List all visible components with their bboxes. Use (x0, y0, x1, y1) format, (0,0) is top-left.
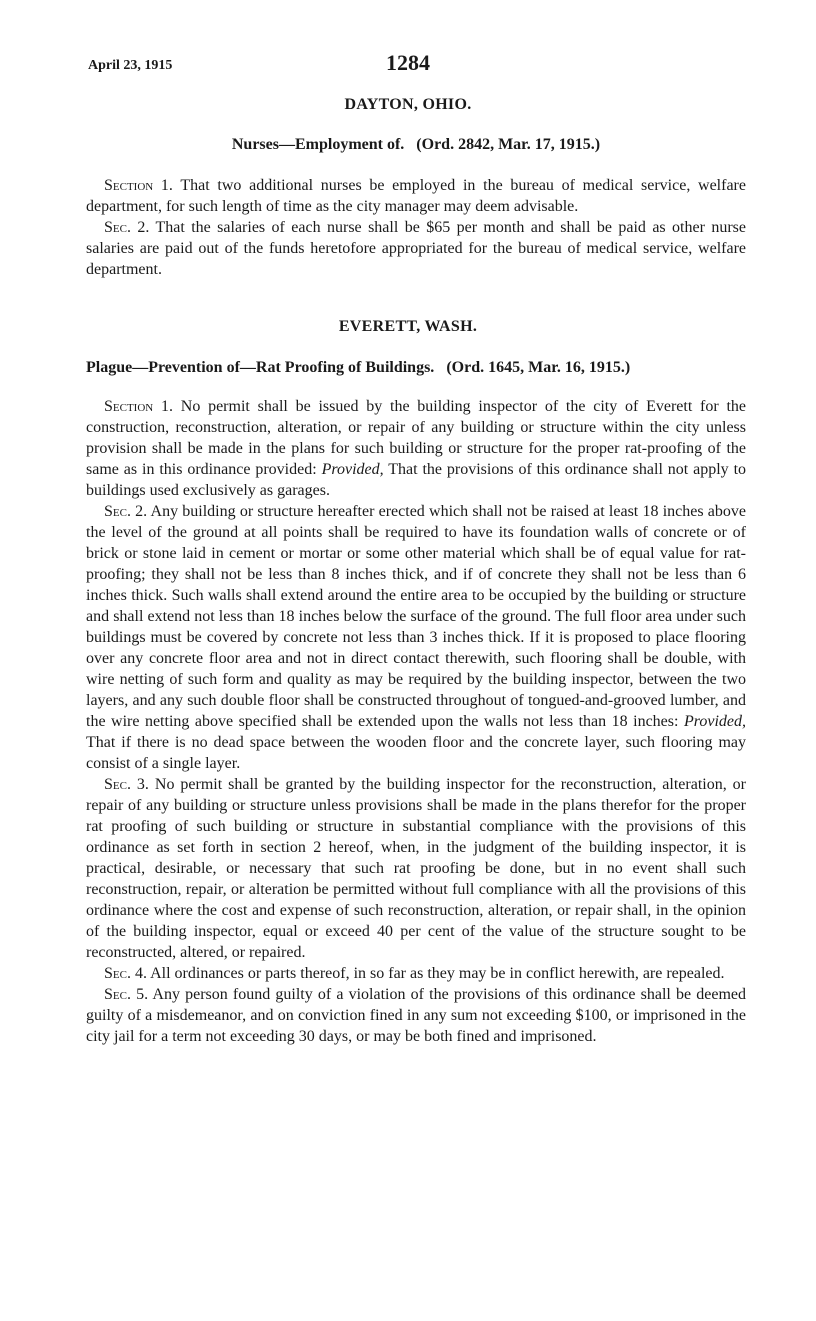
section-text: No permit shall be issued by the building inspector of the city of Everett for the construction, reconstruction, alteration, or repair of any building or structure within the city unless provision shall be made in the plans for such building or structure for the proper rat-proofing of the same as in this ordinance provided: (86, 398, 747, 478)
section-label: Sec. 4. (104, 965, 147, 982)
section-text-continued: That the provisions of this ordinance shall not apply to buildings used exclusively as garages. (86, 461, 747, 499)
dayton-ordinance-title (86, 136, 746, 154)
section-text: All ordinances or parts thereof, in so far as they may be in conflict herewith, are repealed. (150, 965, 725, 982)
section-text-continued: That if there is no dead space between the wooden floor and the concrete layer, such flooring may consist of a single layer. (86, 734, 746, 772)
everett-body (86, 396, 746, 1047)
section-label: Section 1. (104, 398, 173, 415)
proviso: Provided, (683, 713, 747, 730)
everett-citation: (Ord. 1645, Mar. 16, 1915.) (446, 359, 631, 376)
everett-section-3 (86, 774, 746, 963)
dayton-section-2 (86, 217, 746, 280)
everett-heading: EVERETT, WASH. (338, 318, 478, 335)
page-date: April 23, 1915 (88, 58, 173, 73)
dayton-body (86, 175, 746, 280)
section-label: Sec. 2. (104, 503, 148, 520)
section-label: Sec. 5. (104, 986, 149, 1003)
section-text: No permit shall be granted by the building inspector for the reconstruction, alteration, or repair of any building or structure unless provisions shall be made in the plans therefor for the proper rat proofing of such building or structure in substantial compliance with the provisions of this ordinance as set forth in section 2 hereof, when, in the judgment of the building inspector, it is practical, desirable, or necessary that such rat proofing be done, but in no event shall such reconstruction, repair, or alteration be permitted without full compliance with all the provisions of this ordinance where the cost and expense of such reconstruction, alteration, or repair shall, in the opinion of the building inspector, equal or exceed 40 per cent of the value of the structure sought to be reconstructed, altered, or repaired. (86, 776, 746, 961)
section-text: That the salaries of each nurse shall be $65 per month and shall be paid as other nurse salaries are paid out of the funds heretofore appropriated for the bureau of medical service, welfare department. (86, 219, 746, 278)
section-label: Section 1. (104, 177, 173, 194)
dayton-heading: DAYTON, OHIO. (344, 96, 472, 113)
everett-section-5 (86, 984, 746, 1047)
proviso: Provided, (321, 461, 384, 478)
section-text: Any building or structure hereafter erected which shall not be raised at least 18 inches above the level of the ground at all points shall be required to have its foundation walls of concrete or of brick or stone laid in cement or mortar or some other material which shall be of equal value for rat-proofing; they shall not be less than 8 inches thick, and if of concrete they shall not be less than 6 inches thick. Such walls shall extend around the entire area to be occupied by the building or structure and shall extend not less than 18 inches below the surface of the ground. The full floor area under such buildings must be covered by concrete not less than 3 inches thick. If it is proposed to place flooring over any concrete floor area and not in direct contact therewith, such flooring shall be double, with wire netting of such form and quality as may be required by the building inspector, between the two layers, and any such double floor shall be constructed throughout of tongued-and-grooved lumber, and the wire netting above specified shall be extended upon the walls not less than 18 inches: (86, 503, 746, 730)
everett-section-1 (86, 396, 746, 501)
section-text: That two additional nurses be employed in the bureau of medical service, welfare department, for such length of time as the city manager may deem advisable. (86, 177, 746, 215)
section-label: Sec. 2. (104, 219, 150, 236)
everett-ordinance-title (86, 359, 746, 377)
dayton-title-text: Nurses—Employment of. (231, 136, 405, 153)
page-header (0, 50, 816, 80)
everett-title-text: Plague—Prevention of—Rat Proofing of Buildings. (86, 359, 435, 376)
page-number: 1284 (386, 50, 430, 75)
dayton-citation: (Ord. 2842, Mar. 17, 1915.) (416, 136, 601, 153)
dayton-section-1 (86, 175, 746, 217)
section-label: Sec. 3. (104, 776, 149, 793)
everett-section-2 (86, 501, 746, 774)
everett-section-4 (86, 963, 746, 984)
section-text: Any person found guilty of a violation of the provisions of this ordinance shall be deemed guilty of a misdemeanor, and on conviction fined in any sum not exceeding $100, or imprisoned in the city jail for a term not exceeding 30 days, or may be both fined and imprisoned. (86, 986, 746, 1045)
